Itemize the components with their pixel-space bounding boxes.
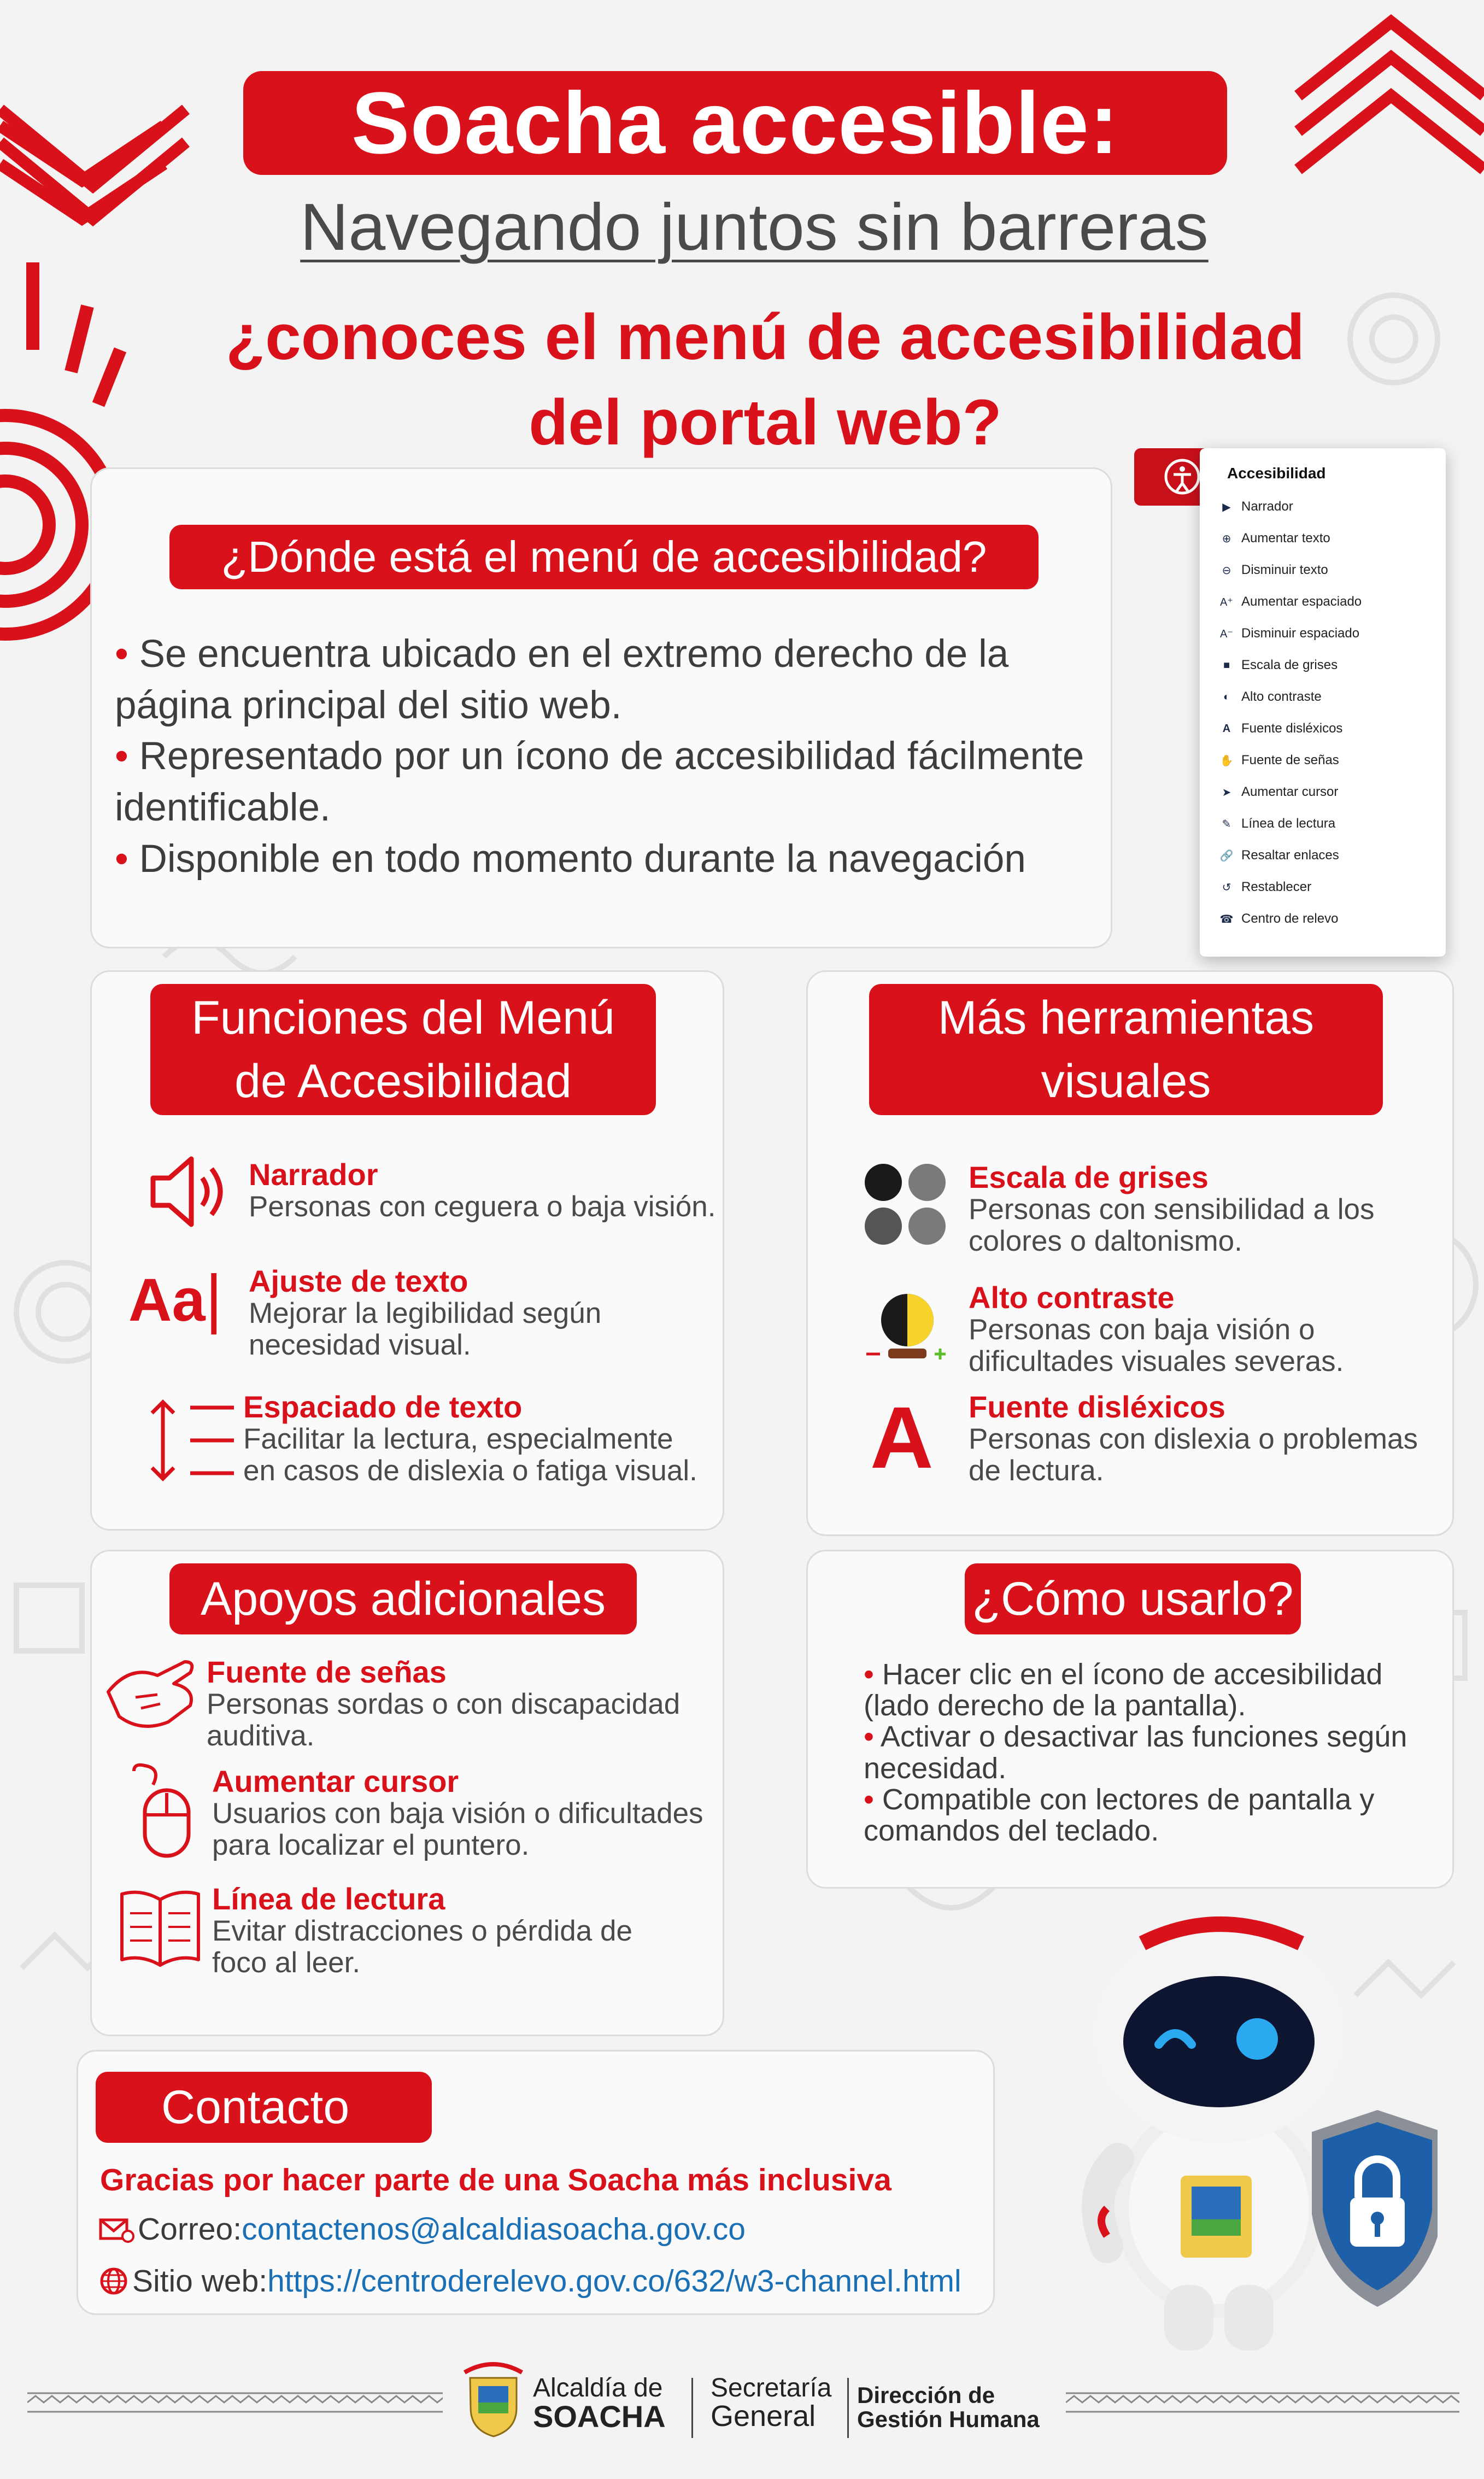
- question-line-1: ¿conoces el menú de accesibilidad: [226, 301, 1305, 373]
- sign-language-text: Fuente de señas Personas sordas o con discapacidad auditiva.: [207, 1655, 681, 1753]
- dyslexic-text: Fuente disléxicos Personas con dislexia o problemas de lectura.: [969, 1390, 1418, 1487]
- accessibility-menu-title: Accesibilidad: [1227, 465, 1326, 482]
- contact-thanks: Gracias por hacer parte de una Soacha más inclusiva: [100, 2162, 891, 2197]
- menu-item-disminuir-texto[interactable]: ⊖ Disminuir texto: [1221, 562, 1328, 578]
- where-bullets: [115, 629, 1110, 885]
- where-bullet-3: • Disponible en todo momento durante la navegación: [115, 837, 1026, 881]
- dyslexic-font-icon: A: [870, 1388, 934, 1486]
- email-link[interactable]: contactenos@alcaldiasoacha.gov.co: [242, 2212, 746, 2247]
- grayscale-dots-icon: [863, 1162, 950, 1249]
- spacing-down-icon: A⁻: [1220, 628, 1233, 640]
- howto-line-text: Activar o desactivar las funciones según: [873, 1720, 1407, 1754]
- cursor-text: Aumentar cursor Usuarios con baja visión o dificultades para localizar el puntero.: [212, 1764, 703, 1862]
- reading-line-text: Línea de lectura Evitar distracciones o pérdida de foco al leer.: [212, 1882, 632, 1979]
- font-icon: A: [1222, 722, 1231, 735]
- soacha-coat-of-arms-icon: [459, 2361, 527, 2438]
- menu-item-escala-grises[interactable]: ■ Escala de grises: [1221, 658, 1338, 673]
- where-bullet-1: • Se encuentra ubicado en el extremo derecho de la página principal del sitio web.: [115, 632, 1009, 727]
- menu-item-aumentar-espaciado[interactable]: A⁺ Aumentar espaciado: [1220, 594, 1362, 609]
- spacing-up-icon: A⁺: [1220, 596, 1233, 608]
- visual-tools-heading: Más herramientas visuales: [869, 984, 1383, 1115]
- menu-item-alto-contraste[interactable]: ◐ Alto contraste: [1221, 689, 1322, 705]
- ajuste-texto-text: Ajuste de texto Mejorar la legibilidad según necesidad visual.: [249, 1264, 602, 1362]
- menu-item-narrador[interactable]: ▶ Narrador: [1221, 499, 1293, 514]
- bullet-dot: •: [864, 1783, 874, 1816]
- footer-border-left: [27, 2389, 443, 2416]
- relay-icon: ☎: [1219, 913, 1234, 925]
- footer-divider-2: [847, 2378, 849, 2438]
- menu-item-aumentar-texto[interactable]: ⊕ Aumentar texto: [1221, 531, 1330, 546]
- howto-line-2: (lado derecho de la pantalla).: [864, 1689, 1246, 1722]
- menu-item-fuente-senas[interactable]: ✋ Fuente de señas: [1219, 753, 1339, 767]
- sign-language-icon: ✋: [1219, 754, 1234, 767]
- website-link[interactable]: https://centroderelevo.gov.co/632/w3-channel.html: [267, 2264, 961, 2299]
- reset-icon: ↺: [1222, 881, 1231, 894]
- menu-item-fuente-dislexicos[interactable]: A Fuente disléxicos: [1221, 721, 1342, 736]
- globe-icon: [98, 2266, 129, 2296]
- robot-mascot-image: [1055, 1902, 1438, 2361]
- grayscale-icon: ■: [1223, 659, 1230, 671]
- functions-heading: Funciones del Menú de Accesibilidad: [150, 984, 656, 1115]
- espaciado-text: Espaciado de texto Facilitar la lectura, especialmente en casos de dislexia o fatiga visual.: [243, 1390, 697, 1487]
- accessibility-tab[interactable]: [1134, 448, 1208, 506]
- footer-divider-1: [691, 2378, 693, 2438]
- main-title: Soacha accesible:: [243, 71, 1227, 175]
- narrador-text: Narrador Personas con ceguera o baja visión.: [249, 1157, 716, 1223]
- contact-email-row: Correo: contactenos@alcaldiasoacha.gov.co: [98, 2211, 746, 2247]
- accessibility-menu: [1200, 448, 1446, 957]
- menu-item-resaltar-enlaces[interactable]: 🔗 Resaltar enlaces: [1219, 848, 1339, 863]
- bullet-dot: •: [864, 1720, 874, 1754]
- book-icon: [114, 1883, 207, 1976]
- howto-line-4: necesidad.: [864, 1751, 1007, 1785]
- howto-line-5: [864, 1784, 1448, 1815]
- question-heading: [164, 295, 1366, 466]
- menu-item-centro-relevo[interactable]: ☎ Centro de relevo: [1219, 911, 1339, 926]
- contrast-text: Alto contraste Personas con baja visión o dificultades visuales severas.: [969, 1280, 1344, 1378]
- zoom-in-icon: ⊕: [1222, 532, 1231, 545]
- chevron-decoration-right: [1298, 22, 1484, 169]
- howto-line-text: Compatible con lectores de pantalla y: [873, 1783, 1375, 1816]
- howto-line-text: Hacer clic en el ícono de accesibilidad: [873, 1658, 1383, 1691]
- mouse-icon: [118, 1760, 200, 1864]
- bullet-dot: •: [864, 1658, 874, 1691]
- zoom-out-icon: ⊖: [1222, 564, 1231, 577]
- howto-line-3: [864, 1721, 1448, 1753]
- footer-org-1: Alcaldía de SOACHA: [533, 2373, 666, 2434]
- accessibility-icon: [1134, 448, 1208, 506]
- contrast-icon: ◐: [1223, 690, 1230, 703]
- menu-item-restablecer[interactable]: ↺ Restablecer: [1221, 880, 1311, 895]
- where-bullet-2: • Representado por un ícono de accesibilidad fácilmente identificable.: [115, 735, 1084, 830]
- howto-heading: ¿Cómo usarlo?: [965, 1563, 1301, 1634]
- grayscale-text: Escala de grises Personas con sensibilidad a los colores o daltonismo.: [969, 1160, 1375, 1258]
- where-heading: ¿Dónde está el menú de accesibilidad?: [169, 525, 1039, 589]
- howto-steps: [864, 1659, 1448, 1847]
- question-line-2: del portal web?: [529, 386, 1002, 459]
- spacing-icon: [141, 1397, 239, 1484]
- link-icon: 🔗: [1219, 849, 1234, 862]
- menu-item-linea-lectura[interactable]: ✎ Línea de lectura: [1221, 816, 1335, 831]
- footer-org-3: Dirección de Gestión Humana: [857, 2382, 1040, 2433]
- cursor-icon: ➤: [1222, 786, 1231, 799]
- contact-heading: Contacto: [96, 2072, 432, 2143]
- howto-line-6: comandos del teclado.: [864, 1814, 1159, 1848]
- speaker-icon: [145, 1153, 227, 1230]
- contact-web-row: Sitio web: https://centroderelevo.gov.co/632/w3-channel.html: [98, 2263, 961, 2299]
- howto-line-1: [864, 1659, 1448, 1690]
- text-size-icon: Aa|: [128, 1262, 222, 1335]
- play-icon: ▶: [1222, 501, 1231, 513]
- footer-border-right: [1066, 2389, 1459, 2416]
- support-heading: Apoyos adicionales: [169, 1563, 637, 1634]
- menu-item-disminuir-espaciado[interactable]: A⁻ Disminuir espaciado: [1220, 626, 1360, 641]
- sign-hand-icon: [103, 1654, 201, 1730]
- reading-line-icon: ✎: [1222, 818, 1231, 830]
- mail-icon: [98, 2216, 134, 2243]
- subtitle: Navegando juntos sin barreras: [300, 190, 1209, 264]
- footer-org-2: Secretaría General: [711, 2373, 832, 2433]
- menu-item-aumentar-cursor[interactable]: ➤ Aumentar cursor: [1221, 784, 1338, 800]
- contrast-icon: [861, 1287, 954, 1369]
